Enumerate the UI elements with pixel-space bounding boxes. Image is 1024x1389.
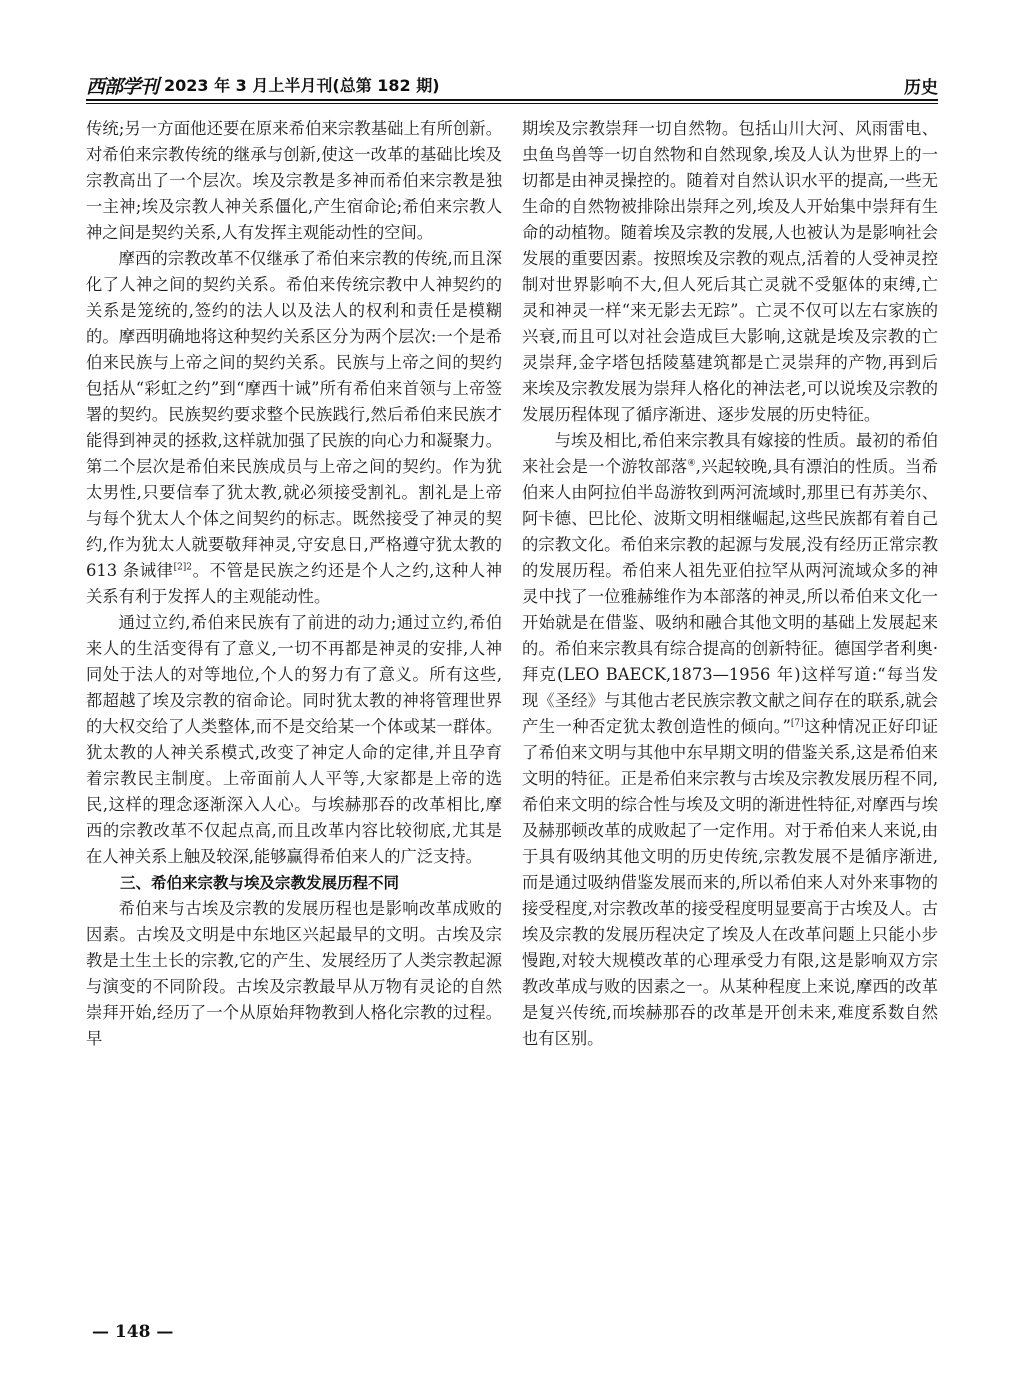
header-rule-thin	[86, 103, 938, 104]
header-rule-thick	[86, 99, 938, 101]
paragraph: 期埃及宗教崇拜一切自然物。包括山川大河、风雨雷电、虫鱼鸟兽等一切自然物和自然现象,埃及人认为世界上的一切都是由神灵操控的。随着对自然认识水平的提高,一些无生命的自然物被排除出崇拜之列,埃及人开始集中崇拜有生命的动植物。随着埃及宗教的发展,人也被认为是影响社会发展的重要因素。按照埃及宗教的观点,活着的人受神灵控制对世界影响不大,但人死后其亡灵就不受躯体的束缚,亡灵和神灵一样“来无影去无踪”。亡灵不仅可以左右家族的兴衰,而且可以对社会造成巨大影响,这就是埃及宗教的亡灵崇拜,金字塔包括陵墓建筑都是亡灵崇拜的产物,再到后来埃及宗教发展为崇拜人格化的神法老,可以说埃及宗教的发展历程体现了循序渐进、逐步发展的历史特征。	[522, 119, 938, 424]
section-name: 历史	[904, 78, 938, 98]
paragraph: 希伯来与古埃及宗教的发展历程也是影响改革成败的因素。古埃及文明是中东地区兴起最早的文明。古埃及宗教是土生土长的宗教,它的产生、发展经历了人类宗教起源与演变的不同阶段。古埃及宗教最早从万物有灵论的自然崇拜开始,经历了一个从原始拜物教到人格化宗教的过程。早	[86, 899, 502, 1048]
paragraph: 传统;另一方面他还要在原来希伯来宗教基础上有所创新。对希伯来宗教传统的继承与创新,使这一改革的基础比埃及宗教高出了一个层次。埃及宗教是多神而希伯来宗教是独一主神;埃及宗教人神关系僵化,产生宿命论;希伯来宗教人神之间是契约关系,人有发挥主观能动性的空间。	[86, 119, 502, 242]
paragraph-text: 摩西的宗教改革不仅继承了希伯来宗教的传统,而且深化了人神之间的契约关系。希伯来传统宗教中人神契约的关系是笼统的,签约的法人以及法人的权利和责任是模糊的。摩西明确地将这种契约关系区分为两个层次:一个是希伯来民族与上帝之间的契约关系。民族与上帝之间的契约包括从“彩虹之约”到“摩西十诫”所有希伯来首领与上帝签署的契约。民族契约要求整个民族践行,然后希伯来民族才能得到神灵的拯救,这样就加强了民族的向心力和凝聚力。第二个层次是希伯来民族成员与上帝之间的契约。作为犹太男性,只要信奉了犹太教,就必须接受割礼。割礼是上帝与每个犹太人个体之间契约的标志。既然接受了神灵的契约,作为犹太人就要敬拜神灵,守安息日,严格遵守犹太教的 613 条诫律	[86, 249, 502, 580]
paragraph-text: 。不管是民族之约还是个人之约,这种人神关系有利于发挥人的主观能动性。	[86, 561, 502, 606]
section-heading: 三、希伯来宗教与埃及宗教发展历程不同	[120, 874, 400, 892]
citation-ref: [2]2	[173, 562, 193, 573]
paragraph-text: 与埃及相比,希伯来宗教具有嫁接的性质。最初的希伯来社会是一个游牧部落	[522, 431, 938, 476]
footnote-marker: ④	[687, 458, 696, 469]
paragraph-text: 这种情况正好印证了希伯来文明与其他中东早期文明的借鉴关系,这是希伯来文明的特征。正是希伯来宗教与古埃及宗教发展历程不同,希伯来文明的综合性与埃及文明的渐进性特征,对摩西与埃及赫那顿改革的成败起了一定作用。对于希伯来人来说,由于具有吸纳其他文明的历史传统,宗教发展不是循序渐进,而是通过吸纳借鉴发展而来的,所以希伯来人对外来事物的接受程度,对宗教改革的接受程度明显要高于古埃及人。古埃及宗教的发展历程决定了埃及人在改革问题上只能小步慢跑,对较大规模改革的心理承受力有限,这是影响双方宗教改革成与败的因素之一。从某种程度上来说,摩西的改革是复兴传统,而埃赫那吞的改革是开创未来,难度系数自然也有区别。	[522, 717, 938, 1048]
paragraph	[522, 428, 938, 1052]
running-header	[86, 70, 938, 98]
citation-ref: [7]	[790, 718, 804, 729]
right-column	[522, 116, 938, 1052]
paragraph: 通过立约,希伯来民族有了前进的动力;通过立约,希伯来人的生活变得有了意义,一切不再都是神灵的安排,人神同处于法人的对等地位,个人的努力有了意义。所有这些,都超越了埃及宗教的宿命论。同时犹太教的神将管理世界的大权交给了人类整体,而不是交给某一个体或某一群体。犹太教的人神关系模式,改变了神定人命的定律,并且孕育着宗教民主制度。上帝面前人人平等,大家都是上帝的选民,这样的理念逐渐深入人心。与埃赫那吞的改革相比,摩西的宗教改革不仅起点高,而且改革内容比较彻底,尤其是在人神关系上触及较深,能够赢得希伯来人的广泛支持。	[86, 613, 502, 866]
paragraph-text: ,兴起较晚,具有漂泊的性质。当希伯来人由阿拉伯半岛游牧到两河流域时,那里已有苏美尔、阿卡德、巴比伦、波斯文明相继崛起,这些民族都有着自己的宗教文化。希伯来宗教的起源与发展,没有经历正常宗教的发展历程。希伯来人祖先亚伯拉罕从两河流域众多的神灵中找了一位雅赫维作为本部落的神灵,所以希伯来文化一开始就是在借鉴、吸纳和融合其他文明的基础上发展起来的。希伯来宗教具有综合提高的创新特征。德国学者利奥·拜克(LEO BAECK,1873—1956 年)这样写道:“每当发现《圣经》与其他古老民族宗教文献之间存在的联系,就会产生一种否定犹太教创造性的倾向。”	[522, 457, 938, 736]
paragraph	[86, 246, 502, 610]
page-number: — 148 —	[92, 1322, 174, 1342]
left-column	[86, 116, 502, 1052]
journal-logo: 西部学刊	[86, 76, 159, 98]
issue-info: 2023 年 3 月上半月刊(总第 182 期)	[164, 76, 440, 95]
